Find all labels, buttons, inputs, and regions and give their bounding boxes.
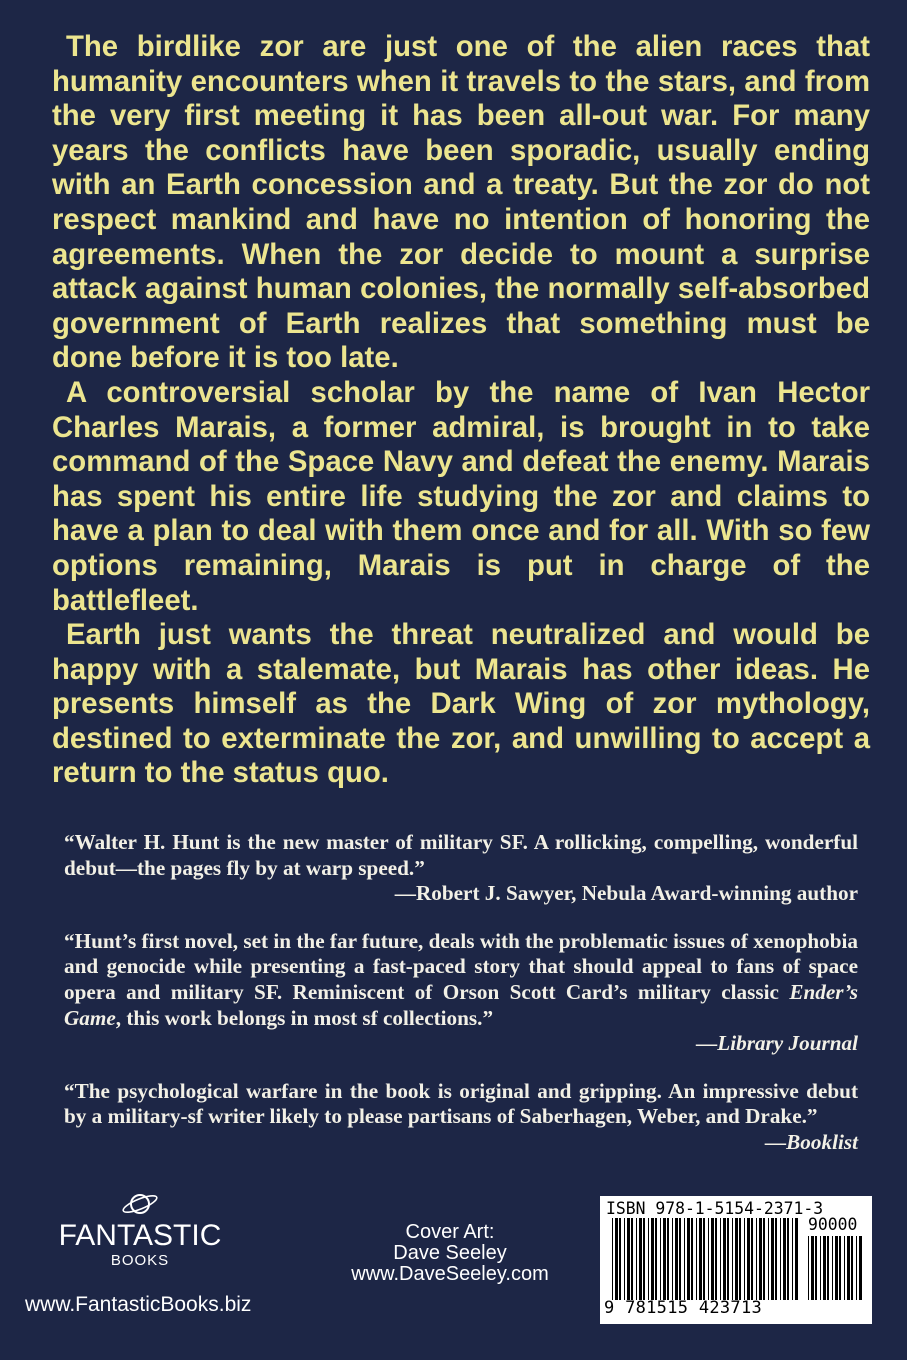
blurb-paragraph-3: Earth just wants the threat neutralized and would be happy with a stalemate, but Marais has other ideas. He presents himself as the Dark Wing of zor mythology, destined to exterminate the zor, and unwilling to accept a return to the status quo.: [52, 618, 870, 790]
publisher-logo: [40, 1188, 240, 1270]
quote-text: “Walter H. Hunt is the new master of military SF. A rollicking, compelling, wonderful debut—the pages fly by at warp speed.”: [64, 830, 858, 880]
barcode-bar: [651, 1218, 654, 1300]
barcode-bar: [660, 1218, 661, 1300]
barcode-bar: [720, 1218, 721, 1300]
barcode-bar: [663, 1218, 666, 1300]
barcode-bar: [691, 1218, 693, 1300]
back-cover-blurb: [52, 30, 870, 791]
blurb-paragraph-1: The birdlike zor are just one of the alien races that humanity encounters when it travels to the stars, and from the very first meeting it has been all-out war. For many years the conflicts have been sporadic, usually ending with an Earth concession and a treaty. But the zor do not respect mankind and have no intention of honoring the agreements. When the zor decide to mount a surprise attack against human colonies, the normally self-absorbed government of Earth realizes that something must be done before it is too late.: [52, 30, 870, 375]
barcode-bar: [808, 1236, 809, 1300]
review-quote-sawyer: [64, 830, 858, 907]
quote-text: [64, 929, 858, 1031]
barcode-bar: [771, 1218, 774, 1300]
barcode-bar: [655, 1218, 657, 1300]
cover-art-label: Cover Art:: [405, 1221, 495, 1243]
quote-attribution: —Robert J. Sawyer, Nebula Award-winning author: [394, 881, 858, 906]
barcode-bar: [636, 1218, 637, 1300]
quote-text-part: , this work belongs in most sf collections.”: [115, 1005, 494, 1030]
book-title-reference: Ender’s Game: [64, 979, 858, 1030]
barcode-bar: [699, 1218, 702, 1300]
barcode-bar: [727, 1218, 729, 1300]
barcode-bar: [696, 1218, 697, 1300]
barcode-bar: [624, 1218, 625, 1300]
barcode-bar: [612, 1218, 613, 1300]
barcode-bar: [684, 1218, 685, 1300]
barcode-bar: [715, 1218, 717, 1300]
barcode-bar: [739, 1218, 741, 1300]
barcode-bar: [703, 1218, 705, 1300]
barcode-bar: [787, 1218, 789, 1300]
barcode-bar: [756, 1218, 757, 1300]
barcode-bar: [768, 1218, 769, 1300]
cover-artist-website: www.DaveSeeley.com: [351, 1263, 549, 1285]
barcode-bar: [815, 1236, 817, 1300]
barcode-bar: [679, 1218, 681, 1300]
barcode-bar: [631, 1218, 633, 1300]
price-code: 90000: [808, 1215, 858, 1234]
review-quote-booklist: [64, 1079, 858, 1156]
barcode-bar: [844, 1236, 845, 1300]
barcode-bar: [667, 1218, 669, 1300]
barcode-bar: [643, 1218, 645, 1300]
quote-text-part: “Hunt’s first novel, set in the far future, deals with the problematic issues of xenophobia and genocide while presenting a fast-paced story that should appeal to fans of space opera and military SF. Reminiscent of Orson Scott Card’s military classic: [64, 928, 858, 1004]
barcode-bar: [835, 1236, 838, 1300]
barcode-bar: [792, 1218, 793, 1300]
barcode-bar: [851, 1236, 853, 1300]
barcode-bar: [827, 1236, 829, 1300]
barcode-bar: [735, 1218, 738, 1300]
barcode-bar: [775, 1218, 777, 1300]
barcode-bar: [708, 1218, 709, 1300]
ean-digits: 9 781515 423713: [604, 1298, 763, 1318]
cover-artist-name: Dave Seeley: [393, 1242, 507, 1264]
barcode-bar: [687, 1218, 690, 1300]
barcode-bar: [672, 1218, 673, 1300]
price-barcode-bars: [808, 1236, 866, 1300]
publisher-name: FANTASTIC: [58, 1219, 222, 1252]
blurb-paragraph-2: A controversial scholar by the name of Ivan Hector Charles Marais, a former admiral, is brought in to take command of the Space Navy and defeat the enemy. Marais has spent his entire life studying the zor and claims to have a plan to deal with them once and for all. With so few options remaining, Marais is put in charge of the battlefleet.: [52, 375, 870, 617]
barcode-bar: [615, 1218, 618, 1300]
review-quote-library-journal: [64, 929, 858, 1057]
barcode-bar: [847, 1236, 850, 1300]
barcode-bar: [759, 1218, 762, 1300]
barcode-bar: [619, 1218, 621, 1300]
barcode-bar: [747, 1218, 750, 1300]
quote-attribution: —Booklist: [764, 1129, 858, 1154]
barcode-bar: [711, 1218, 714, 1300]
barcode-bar: [744, 1218, 745, 1300]
barcode-bar: [780, 1218, 781, 1300]
barcode-bar: [751, 1218, 753, 1300]
barcode-bar: [839, 1236, 841, 1300]
barcode-bar: [648, 1218, 649, 1300]
cover-art-credit: [330, 1222, 570, 1285]
barcode-bar: [639, 1218, 642, 1300]
barcode-bar: [832, 1236, 833, 1300]
barcode-bar: [627, 1218, 630, 1300]
barcode-bar: [856, 1236, 857, 1300]
barcode-bar: [823, 1236, 826, 1300]
barcode-bar: [675, 1218, 678, 1300]
barcode-bar: [795, 1218, 798, 1300]
publisher-subname: BOOKS: [110, 1252, 170, 1269]
barcode-bar: [723, 1218, 726, 1300]
isbn-number: ISBN 978-1-5154-2371-3: [606, 1199, 824, 1218]
quote-text: “The psychological warfare in the book is original and gripping. An impressive debut by a military-sf writer likely to please partisans of Saberhagen, Weber, and Drake.”: [64, 1078, 858, 1129]
barcode-bar: [859, 1236, 862, 1300]
review-quotes: [64, 830, 858, 1178]
ean-barcode-bars: [612, 1218, 802, 1300]
barcode-bar: [763, 1218, 765, 1300]
barcode-bar: [811, 1236, 814, 1300]
barcode-bar: [820, 1236, 821, 1300]
barcode-bar: [732, 1218, 733, 1300]
publisher-website: www.FantasticBooks.biz: [25, 1293, 252, 1316]
quote-attribution: —Library Journal: [696, 1031, 858, 1056]
ringed-planet-icon: [120, 1188, 160, 1218]
barcode-bar: [783, 1218, 786, 1300]
